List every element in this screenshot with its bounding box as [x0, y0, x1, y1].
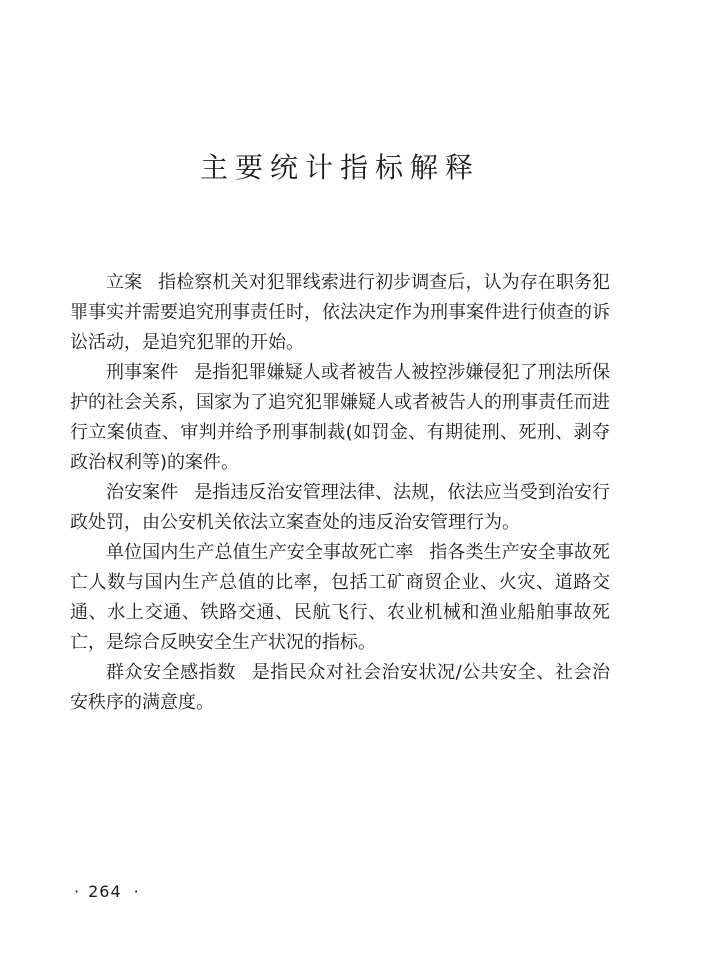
definition-text: 是指民众对社会治安状况/公共安全、社会治安秩序的满意度。: [70, 662, 611, 713]
definition-term: 群众安全感指数: [106, 662, 236, 683]
definition-text: 指各类生产安全事故死亡人数与国内生产总值的比率，包括工矿商贸企业、火灾、道路交通、水上交通、铁路交通、民航飞行、农业机械和渔业船舶事故死亡，是综合反映安全生产状况的指标。: [70, 542, 611, 653]
definition-term: 单位国内生产总值生产安全事故死亡率: [106, 542, 414, 563]
definition-term: 刑事案件: [106, 362, 179, 383]
definition-paragraph: [70, 538, 610, 658]
definition-term: 立案: [106, 272, 143, 293]
definition-paragraph: [70, 268, 610, 358]
definition-text: 指检察机关对犯罪线索进行初步调查后，认为存在职务犯罪事实并需要追究刑事责任时，依法决定作为刑事案件进行侦查的诉讼活动，是追究犯罪的开始。: [70, 272, 610, 353]
definition-text: 是指犯罪嫌疑人或者被告人被控涉嫌侵犯了刑法所保护的社会关系，国家为了追究犯罪嫌疑人或者被告人的刑事责任而进行立案侦查、审判并给予刑事制裁(如罚金、有期徒刑、死刑、剥夺政治权利等)的案件。: [70, 362, 611, 473]
definitions-body: [70, 268, 610, 718]
footer-dot-left: ·: [74, 882, 81, 901]
definition-paragraph: [70, 478, 610, 538]
page-title: 主要统计指标解释: [199, 151, 480, 184]
definition-paragraph: [70, 658, 610, 718]
definition-text: 是指违反治安管理法律、法规，依法应当受到治安行政处罚，由公安机关依法立案查处的违反治安管理行为。: [70, 482, 611, 533]
footer-dot-right: ·: [133, 882, 140, 901]
definition-term: 治安案件: [106, 482, 179, 503]
page-number: 264: [88, 882, 122, 901]
page-number-footer: [74, 882, 140, 901]
definition-paragraph: [70, 358, 610, 478]
